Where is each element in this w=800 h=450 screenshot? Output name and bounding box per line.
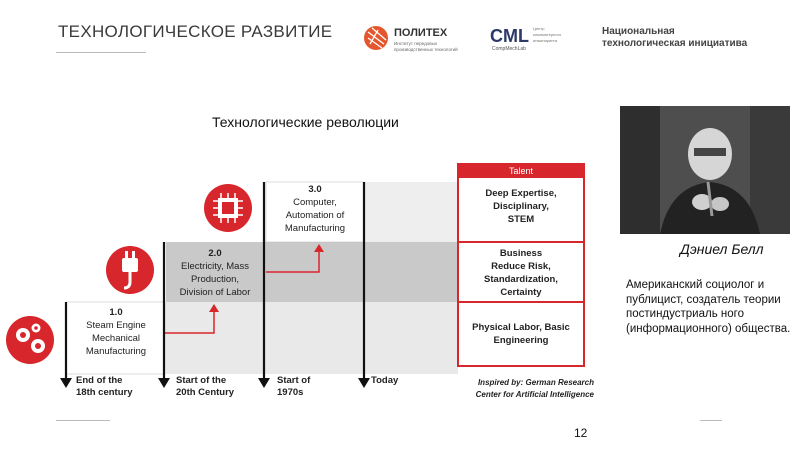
talent-cell-2-l1: Business xyxy=(499,248,543,259)
talent-cell-2-l2: Reduce Risk, xyxy=(491,261,551,272)
politeh-name: ПОЛИТЕХ xyxy=(394,27,448,39)
talent-cell-3-l1: Physical Labor, Basic xyxy=(472,322,570,333)
cml-sub3: инжиниринга xyxy=(533,38,558,43)
rev2-l2: Production, xyxy=(190,274,240,285)
talent-cell-3-l2: Engineering xyxy=(493,335,549,346)
slide-title: Технологические революции xyxy=(212,114,399,130)
rev1-l1: Steam Engine xyxy=(86,320,146,331)
rev3-l1: Computer, xyxy=(293,197,337,208)
talent-cell-1-l1: Deep Expertise, xyxy=(485,188,557,199)
timeline-label-3a: Start of xyxy=(277,375,311,386)
gears-icon xyxy=(6,316,54,364)
talent-cell-1-l2: Disciplinary, xyxy=(493,201,549,212)
rev3-l2: Automation of xyxy=(285,210,345,221)
cml-sub4: CompMechLab xyxy=(492,46,526,52)
footer-divider-right xyxy=(700,420,722,421)
timeline-label-1a: End of the xyxy=(76,375,123,386)
header-divider xyxy=(56,52,146,53)
timeline-label-2a: Start of the xyxy=(176,375,227,386)
plug-icon xyxy=(106,246,154,294)
rev2-l1: Electricity, Mass xyxy=(181,261,249,272)
nti-line2: технологическая инициатива xyxy=(602,38,748,49)
rev1-num: 1.0 xyxy=(109,307,123,318)
person-name: Дэниел Белл xyxy=(680,241,764,257)
cml-sub1: Центр xyxy=(533,26,545,31)
talent-cell-2-l3: Standardization, xyxy=(484,274,558,285)
talent-cell-2-l4: Certainty xyxy=(500,287,542,298)
talent-header: Talent xyxy=(508,166,534,176)
politeh-logo xyxy=(362,22,472,56)
politeh-sub1: Институт передовых xyxy=(394,41,438,46)
footer-divider-left xyxy=(56,420,110,421)
page-number: 12 xyxy=(574,426,588,440)
portrait-photo xyxy=(620,106,790,234)
rev1-l3: Manufacturing xyxy=(85,346,147,357)
header-title: ТЕХНОЛОГИЧЕСКОЕ РАЗВИТИЕ xyxy=(58,22,333,41)
chip-icon xyxy=(204,184,252,232)
cml-logo xyxy=(490,22,590,56)
source-l1: Inspired by: German Research xyxy=(477,378,594,387)
rev3-num: 3.0 xyxy=(308,184,322,195)
timeline-arrow-1 xyxy=(60,378,72,388)
timeline-label-3b: 1970s xyxy=(277,387,304,398)
rev2-num: 2.0 xyxy=(208,248,222,259)
rev2-l3: Division of Labor xyxy=(179,287,251,298)
timeline-label-4a: Today xyxy=(371,375,399,386)
timeline-arrow-4 xyxy=(358,378,370,388)
politeh-sub2: производственных технологий xyxy=(394,47,458,52)
person-bio: Американский социолог и публицист, создатель теории постиндустриаль ного (информационного) общества. xyxy=(626,279,791,335)
source-l2: Center for Artificial Intelligence xyxy=(475,390,594,399)
timeline-label-1b: 18th century xyxy=(76,387,133,398)
nti-logo xyxy=(602,26,747,50)
timeline-arrow-2 xyxy=(158,378,170,388)
timeline-label-2b: 20th Century xyxy=(176,387,235,398)
cml-sub2: компьютерного xyxy=(533,32,562,37)
talent-cell-1-l3: STEM xyxy=(507,214,535,225)
rev1-l2: Mechanical xyxy=(91,333,141,344)
nti-line1: Национальная xyxy=(602,26,675,37)
timeline-arrow-3 xyxy=(258,378,270,388)
cml-name: CML xyxy=(490,26,529,46)
rev3-l3: Manufacturing xyxy=(284,223,346,234)
revolutions-diagram xyxy=(0,150,610,410)
